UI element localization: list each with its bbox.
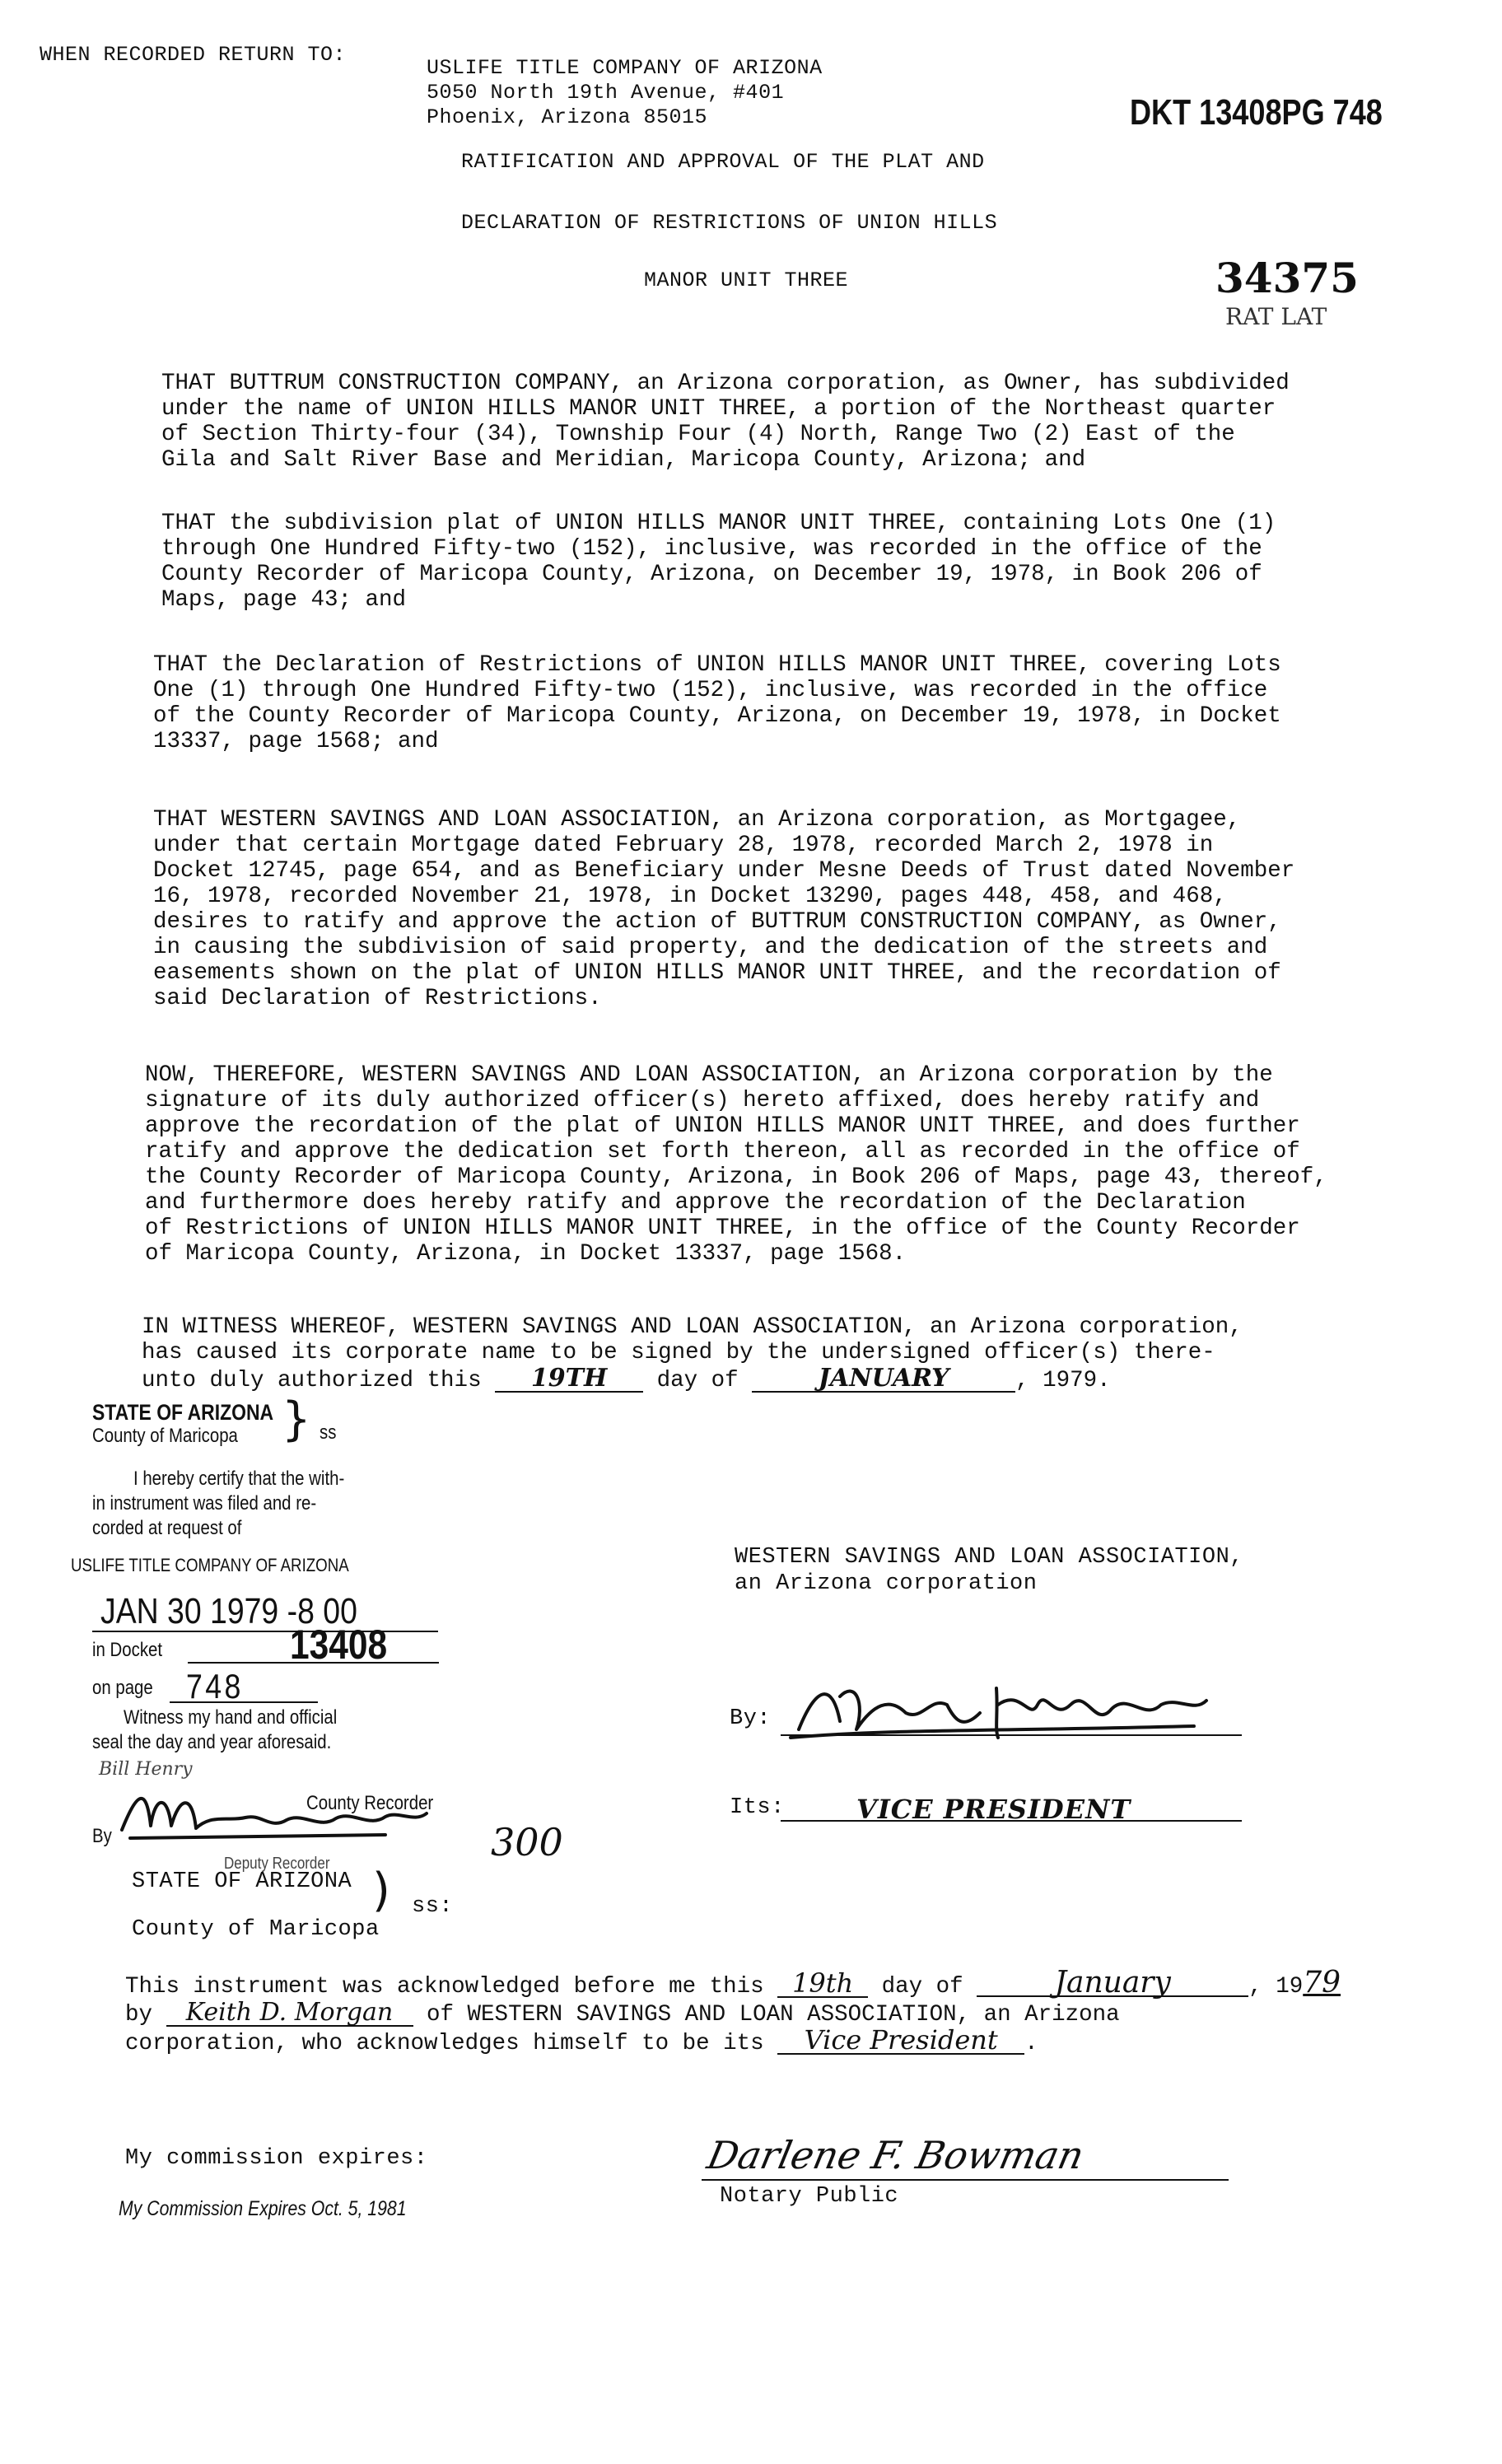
paragraph-line: and furthermore does hereby ratify and approve the recordation of the Declaration <box>145 1190 1246 1216</box>
return-to-city: Phoenix, Arizona 85015 <box>427 105 708 129</box>
ack-day-of: day of <box>881 1974 963 2000</box>
ack-by-label: by <box>125 2002 153 2028</box>
witness-day-of: day of <box>656 1368 739 1393</box>
paragraph-line: ratify and approve the dedication set forth thereon, all as recorded in the office of <box>145 1139 1300 1164</box>
paragraph-line: under that certain Mortgage dated February 28, 1978, recorded March 2, 1978 in <box>153 833 1214 858</box>
ack-title: Vice President <box>777 2028 1024 2055</box>
recorder-brace: } <box>282 1393 311 1446</box>
paragraph-line: 13337, page 1568; and <box>153 729 439 754</box>
recorder-witness-line-2: seal the day and year aforesaid. <box>92 1731 332 1753</box>
witness-line-2: has caused its corporate name to be signed by the undersigned officer(s) there- <box>142 1340 1215 1365</box>
notary-commission-stamp: My Commission Expires Oct. 5, 1981 <box>119 2197 407 2220</box>
paragraph-line: 16, 1978, recorded November 21, 1978, in Docket 13290, pages 448, 458, and 468, <box>153 884 1227 909</box>
paragraph-line: easements shown on the plat of UNION HILLS MANOR UNIT THREE, and the recordation of <box>153 960 1281 986</box>
recorder-docket-value: 13408 <box>290 1622 388 1668</box>
ack-county: County of Maricopa <box>132 1917 380 1942</box>
signer-signature <box>782 1672 1210 1746</box>
paragraph-line: THAT BUTTRUM CONSTRUCTION COMPANY, an Arizona corporation, as Owner, has subdivided <box>161 371 1290 396</box>
signer-title: VICE PRESIDENT <box>856 1794 1131 1825</box>
recording-fee: 300 <box>491 1820 563 1864</box>
ack-day: 19th <box>777 1971 868 1998</box>
recorder-docket-line <box>188 1662 439 1664</box>
witness-day: 19TH <box>495 1365 643 1393</box>
witness-line-3 <box>142 1365 1243 1393</box>
signer-entity: WESTERN SAVINGS AND LOAN ASSOCIATION, <box>735 1545 1243 1570</box>
title-line-3: MANOR UNIT THREE <box>644 268 849 292</box>
ack-line-2-text: of WESTERN SAVINGS AND LOAN ASSOCIATION, an Arizona <box>427 2002 1120 2028</box>
paragraph-line: One (1) through One Hundred Fifty-two (152), inclusive, was recorded in the office <box>153 678 1268 703</box>
paragraph-owner <box>161 371 1290 473</box>
paragraph-mortgagee <box>153 807 1294 1011</box>
ack-name: Keith D. Morgan <box>166 2000 413 2027</box>
paragraph-now-therefore <box>145 1062 1327 1267</box>
witness-year: , 1979. <box>1015 1368 1111 1393</box>
ack-state: STATE OF ARIZONA <box>132 1869 352 1894</box>
ack-line-3-text: corporation, who acknowledges himself to be its <box>125 2031 764 2056</box>
recorder-by-label: By <box>92 1825 112 1847</box>
paragraph-line: of Section Thirty-four (34), Township Four (4) North, Range Two (2) East of the <box>161 422 1235 447</box>
return-to-label: WHEN RECORDED RETURN TO: <box>40 43 347 67</box>
deputy-recorder-title: Deputy Recorder <box>224 1855 330 1873</box>
paragraph-line: Gila and Salt River Base and Meridian, Maricopa County, Arizona; and <box>161 447 1086 473</box>
ack-brace: ) <box>372 1864 390 1917</box>
return-to-company: USLIFE TITLE COMPANY OF ARIZONA <box>427 56 823 80</box>
paragraph-line: of Restrictions of UNION HILLS MANOR UNIT THREE, in the office of the County Recorder <box>145 1216 1300 1241</box>
ack-month: January <box>977 1970 1248 1997</box>
document-number-note: RAT LAT <box>1225 303 1327 330</box>
notary-signature: Darlene F. Bowman <box>703 2133 1088 2177</box>
deputy-recorder-signature <box>114 1780 435 1846</box>
paragraph-line: approve the recordation of the plat of UNION HILLS MANOR UNIT THREE, and does further <box>145 1113 1300 1139</box>
recorder-state: STATE OF ARIZONA <box>92 1400 274 1425</box>
title-line-1: RATIFICATION AND APPROVAL OF THE PLAT AND <box>461 150 985 174</box>
paragraph-line: through One Hundred Fifty-two (152), inclusive, was recorded in the office of the <box>161 536 1262 562</box>
notary-title: Notary Public <box>720 2184 899 2209</box>
witness-month: JANUARY <box>752 1365 1015 1393</box>
paragraph-line: desires to ratify and approve the action of BUTTRUM CONSTRUCTION COMPANY, as Owner, <box>153 909 1281 935</box>
recorder-page-label: on page <box>92 1677 153 1699</box>
paragraph-line: in causing the subdivision of said property, and the dedication of the streets and <box>153 935 1268 960</box>
paragraph-line: the County Recorder of Maricopa County, Arizona, in Book 206 of Maps, page 43, thereof, <box>145 1164 1327 1190</box>
signer-by-label: By: <box>730 1706 772 1731</box>
recorder-company: USLIFE TITLE COMPANY OF ARIZONA <box>71 1555 349 1575</box>
ack-line-3: corporation, who acknowledges himself to be its Vice President . <box>125 2024 1038 2056</box>
paragraph-line: THAT the Declaration of Restrictions of UNION HILLS MANOR UNIT THREE, covering Lots <box>153 652 1281 678</box>
recorder-page-value: 748 <box>186 1667 244 1706</box>
return-to-street: 5050 North 19th Avenue, #401 <box>427 81 785 105</box>
recorder-witness-line-1: Witness my hand and official <box>124 1706 338 1729</box>
recorder-name-signature: Bill Henry <box>99 1759 193 1780</box>
paragraph-line: of Maricopa County, Arizona, in Docket 13337, page 1568. <box>145 1241 907 1267</box>
paragraph-line: of the County Recorder of Maricopa County, Arizona, on December 19, 1978, in Docket <box>153 703 1281 729</box>
paragraph-line: THAT WESTERN SAVINGS AND LOAN ASSOCIATION, an Arizona corporation, as Mortgagee, <box>153 807 1241 833</box>
signer-its-label: Its: <box>730 1795 785 1820</box>
paragraph-line: said Declaration of Restrictions. <box>153 986 602 1011</box>
ack-paragraph <box>125 1966 1341 2056</box>
paragraph-declaration <box>153 652 1281 754</box>
ack-year: 79 <box>1303 1966 1341 2000</box>
recorder-ss: ss <box>320 1421 337 1444</box>
docket-page-stamp: DKT 13408PG 748 <box>1130 92 1383 133</box>
paragraph-line: Maps, page 43; and <box>161 587 407 613</box>
title-line-2: DECLARATION OF RESTRICTIONS OF UNION HILLS <box>461 211 998 235</box>
notary-commission-label: My commission expires: <box>125 2146 428 2171</box>
recorder-cert-line-3: corded at request of <box>92 1517 242 1539</box>
paragraph-line: under the name of UNION HILLS MANOR UNIT THREE, a portion of the Northeast quarter <box>161 396 1276 422</box>
paragraph-line: THAT the subdivision plat of UNION HILLS MANOR UNIT THREE, containing Lots One (1) <box>161 511 1276 536</box>
witness-line-3-text: unto duly authorized this <box>142 1368 482 1393</box>
paragraph-line: NOW, THEREFORE, WESTERN SAVINGS AND LOAN ASSOCIATION, an Arizona corporation by the <box>145 1062 1273 1088</box>
witness-clause <box>142 1314 1243 1393</box>
recorder-title: County Recorder <box>306 1792 434 1814</box>
paragraph-line: County Recorder of Maricopa County, Arizona, on December 19, 1978, in Book 206 of <box>161 562 1262 587</box>
paragraph-plat <box>161 511 1276 613</box>
recorder-docket-label: in Docket <box>92 1639 163 1661</box>
ack-ss: ss: <box>412 1894 454 1919</box>
recorder-page-line <box>170 1701 318 1703</box>
notary-signature-line <box>702 2179 1229 2181</box>
ack-line-1-text: This instrument was acknowledged before me this <box>125 1974 764 2000</box>
ack-line-1 <box>125 1966 1341 2000</box>
recorder-cert-line-1: I hereby certify that the with- <box>133 1468 345 1490</box>
signer-entity-type: an Arizona corporation <box>735 1571 1038 1596</box>
witness-line-1: IN WITNESS WHEREOF, WESTERN SAVINGS AND LOAN ASSOCIATION, an Arizona corporation, <box>142 1314 1243 1340</box>
paragraph-line: signature of its duly authorized officer(s) hereto affixed, does hereby ratify and <box>145 1088 1260 1113</box>
recorder-cert-line-2: in instrument was filed and re- <box>92 1492 317 1514</box>
paragraph-line: Docket 12745, page 654, and as Beneficiary under Mesne Deeds of Trust dated November <box>153 858 1295 884</box>
document-number: 34375 <box>1215 254 1359 302</box>
recorder-date-time: JAN 30 1979 -8 00 <box>100 1591 357 1631</box>
recorder-county: County of Maricopa <box>92 1425 238 1447</box>
ack-year-pre: , 19 <box>1248 1974 1304 2000</box>
ack-line-2 <box>125 2000 1341 2028</box>
